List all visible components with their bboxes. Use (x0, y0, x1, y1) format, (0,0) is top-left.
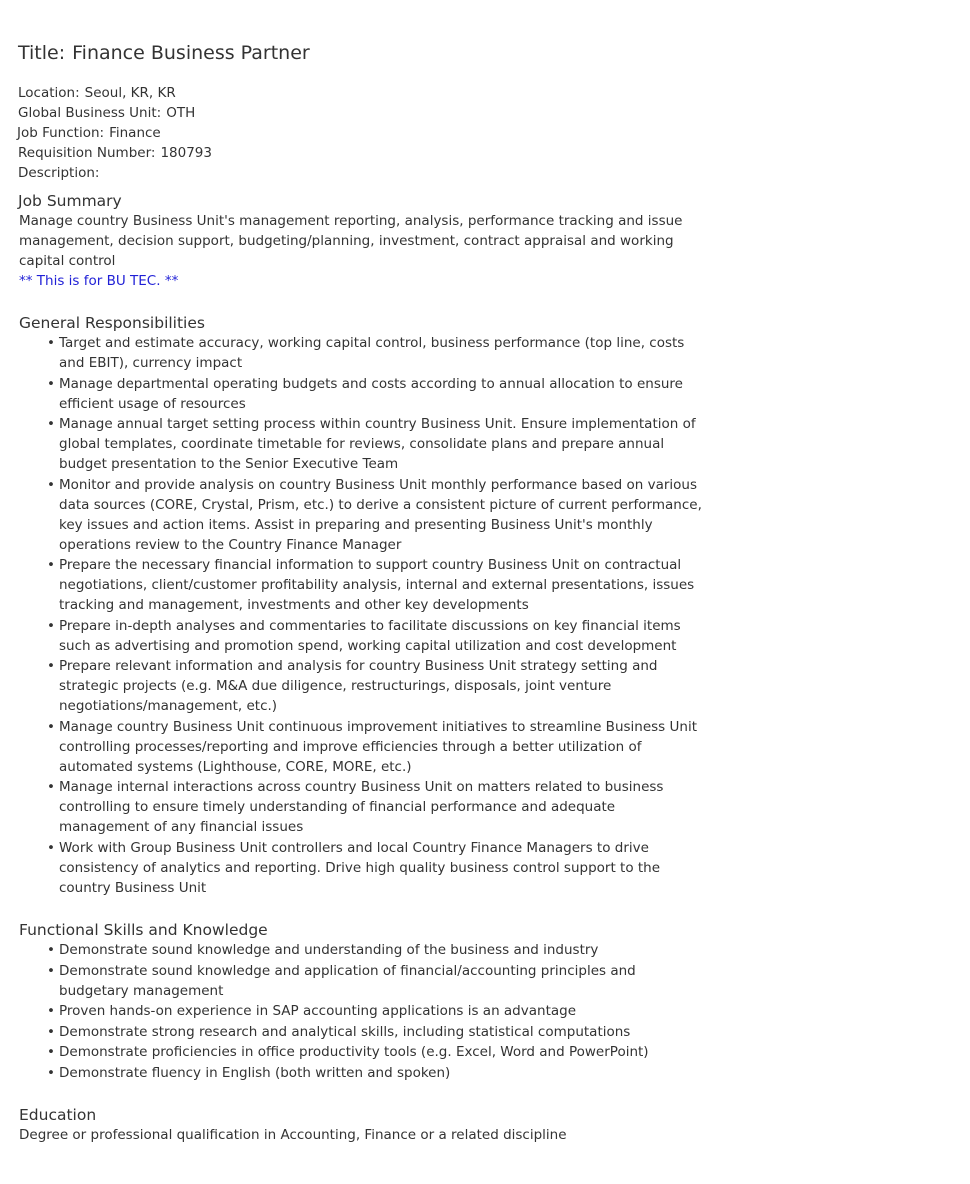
responsibility-item-text: Prepare the necessary financial information to support country Business Unit on contractual negotiations, client/customer profitability analysis, internal and external presentations, issues tracking and management, investments and other key developments (59, 557, 695, 613)
requisition-label: Requisition Number: (18, 145, 156, 161)
job-title-row (18, 38, 708, 68)
location-row (18, 83, 708, 103)
responsibility-item (47, 555, 708, 615)
bullet-icon: • (47, 375, 55, 392)
bullet-icon: • (47, 839, 55, 856)
responsibility-item-text: Manage internal interactions across country Business Unit on matters related to business controlling to ensure timely understanding of financial performance and adequate management of any financial issues (59, 779, 664, 835)
location-value: Seoul, KR, KR (84, 85, 176, 101)
requisition-row (18, 143, 708, 163)
skill-item-text: Proven hands-on experience in SAP accounting applications is an advantage (59, 1003, 577, 1019)
responsibility-item-text: Manage departmental operating budgets and costs according to annual allocation to ensure efficient usage of resources (59, 375, 683, 412)
responsibility-item (47, 656, 708, 716)
education-heading: Education (19, 1106, 97, 1124)
bullet-icon: • (47, 962, 55, 979)
job-summary-text: Manage country Business Unit's management reporting, analysis, performance tracking and issue management, decision support, budgeting/planning, investment, contract appraisal and working capital control (19, 213, 683, 269)
responsibilities-list (19, 333, 708, 898)
job-function-label: Job Function: (17, 125, 105, 141)
description-row (18, 163, 708, 183)
responsibility-item (47, 717, 708, 777)
job-function-row (17, 123, 708, 143)
skill-item-text: Demonstrate sound knowledge and understanding of the business and industry (59, 942, 599, 958)
job-title: Finance Business Partner (72, 42, 310, 64)
business-unit-row (18, 103, 708, 123)
education-text: Degree or professional qualification in Accounting, Finance or a related discipline (19, 1127, 567, 1143)
skill-item (47, 1001, 708, 1021)
responsibility-item (47, 475, 708, 555)
bullet-icon: • (47, 416, 55, 432)
business-unit-label: Global Business Unit: (18, 105, 162, 121)
bullet-icon: • (47, 1044, 55, 1060)
job-description (19, 191, 708, 1145)
responsibility-item (47, 333, 708, 373)
skill-item-text: Demonstrate proficiencies in office productivity tools (e.g. Excel, Word and PowerPoint) (59, 1044, 649, 1060)
business-unit-value: OTH (166, 105, 196, 121)
responsibility-item (47, 838, 708, 898)
responsibility-item-text: Manage annual target setting process within country Business Unit. Ensure implementation of global templates, coordinate timetable for reviews, consolidate plans and prepare annual budget presentation to the Senior Executive Team (59, 416, 696, 472)
spacer (19, 898, 708, 920)
responsibility-item (47, 777, 708, 837)
skill-item-text: Demonstrate fluency in English (both written and spoken) (59, 1064, 451, 1081)
title-label: Title: (18, 42, 66, 64)
spacer (19, 291, 708, 313)
job-posting (18, 38, 708, 1145)
bullet-icon: • (47, 1023, 55, 1040)
responsibility-item (47, 374, 708, 414)
requisition-value: 180793 (160, 145, 212, 161)
responsibility-item-text: Prepare in-depth analyses and commentaries to facilitate discussions on key financial items such as advertising and promotion spend, working capital utilization and cost development (59, 617, 681, 654)
bullet-icon: • (47, 335, 55, 351)
job-summary-heading: Job Summary (18, 192, 122, 210)
skill-item (47, 1042, 708, 1062)
skill-item-text: Demonstrate strong research and analytical skills, including statistical computations (59, 1023, 631, 1040)
job-meta (18, 83, 708, 183)
responsibility-item-text: Target and estimate accuracy, working capital control, business performance (top line, costs and EBIT), currency impact (59, 335, 685, 371)
responsibility-item (47, 414, 708, 474)
bullet-icon: • (47, 1003, 55, 1019)
skill-item (47, 1022, 708, 1042)
responsibility-item-text: Work with Group Business Unit controllers and local Country Finance Managers to drive consistency of analytics and reporting. Drive high quality business control support to the country Business Unit (59, 839, 661, 896)
responsibility-item-text: Monitor and provide analysis on country Business Unit monthly performance based on various data sources (CORE, Crystal, Prism, etc.) to derive a consistent picture of current performance, key issues and action items. Assist in preparing and presenting Business Unit's monthly operations review to the Country Finance Manager (59, 476, 702, 553)
responsibilities-heading: General Responsibilities (19, 314, 205, 332)
skill-item-text: Demonstrate sound knowledge and application of financial/accounting principles and budgetary management (59, 962, 636, 999)
job-function-value: Finance (109, 125, 161, 141)
bullet-icon: • (47, 617, 55, 634)
skill-item (47, 961, 708, 1001)
skill-item (47, 1063, 708, 1083)
bullet-icon: • (47, 942, 55, 958)
bullet-icon: • (47, 658, 55, 674)
bullet-icon: • (47, 718, 55, 735)
skill-item (47, 940, 708, 960)
bullet-icon: • (47, 557, 55, 573)
skills-list (19, 940, 708, 1083)
spacer (19, 1083, 708, 1105)
responsibility-item-text: Manage country Business Unit continuous improvement initiatives to streamline Business Unit controlling processes/reporting and improve efficiencies through a better utilization of automated systems (Lighthouse, CORE, MORE, etc.) (59, 718, 697, 775)
responsibility-item (47, 616, 708, 656)
description-label: Description: (18, 165, 100, 181)
bullet-icon: • (47, 1064, 55, 1081)
bullet-icon: • (47, 779, 55, 795)
responsibility-item-text: Prepare relevant information and analysis for country Business Unit strategy setting and strategic projects (e.g. M&A due diligence, restructurings, disposals, joint venture negotiations/management, etc.) (59, 658, 658, 714)
skills-heading: Functional Skills and Knowledge (19, 921, 268, 939)
bu-note: ** This is for BU TEC. ** (19, 273, 179, 289)
bullet-icon: • (47, 476, 55, 493)
location-label: Location: (18, 85, 80, 101)
